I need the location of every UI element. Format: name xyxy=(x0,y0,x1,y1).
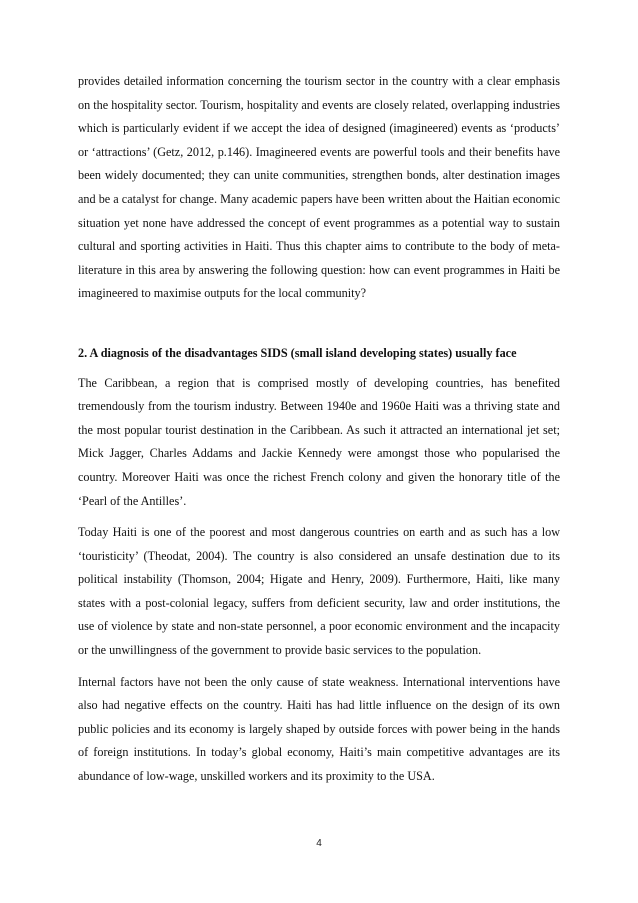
section-paragraph-internal-factors: Internal factors have not been the only cause of state weakness. International interventions have also had negative effects on the country. Haiti has had little influence on the design of its own public policies and its economy is largely shaped by outside forces with power being in the hands of foreign institutions. In today’s global economy, Haiti’s main competitive advantages are its abundance of low-wage, unskilled workers and its proximity to the USA. xyxy=(78,674,560,784)
intro-paragraph: provides detailed information concerning the tourism sector in the country with a clear emphasis on the hospitality sector. Tourism, hospitality and events are closely related, overlapping industries which is particularly evident if we accept the idea of designed (imagineered) events as ‘products’ or ‘attractions’ (Getz, 2012, p.146). Imagineered events are powerful tools and their benefits have been widely documented; they can unite communities, strengthen bonds, alter destination images and be a catalyst for change. Many academic papers have been written about the Haitian economic situation yet none have addressed the concept of event programmes as a potential way to sustain cultural and sporting activities in Haiti. Thus this chapter aims to contribute to the body of meta-literature in this area by answering the following question: how can event programmes in Haiti be imagineered to maximise outputs for the local community? xyxy=(78,74,560,301)
document-page xyxy=(78,60,560,789)
section-paragraph-today-haiti: Today Haiti is one of the poorest and most dangerous countries on earth and as such has a low ‘touristicity’ (Theodat, 2004). The country is also considered an unsafe destination due to its political instability (Thomson, 2004; Higate and Henry, 2009). Furthermore, Haiti, like many states with a post-colonial legacy, suffers from deficient security, law and order institutions, the use of violence by state and non-state personnel, a poor economic environment and the incapacity or the unwillingness of the government to provide basic services to the population. xyxy=(78,525,560,658)
page-number: 4 xyxy=(316,838,322,849)
section-heading: 2. A diagnosis of the disadvantages SIDS (small island developing states) usually face xyxy=(78,345,517,360)
section-paragraph-caribbean: The Caribbean, a region that is comprised mostly of developing countries, has benefited tremendously from the tourism industry. Between 1940e and 1960e Haiti was a thriving state and the most popular tourist destination in the Caribbean. As such it attracted an international jet set; Mick Jagger, Charles Addams and Jackie Kennedy were amongst those who popularised the country. Moreover Haiti was once the richest French colony and given the honorary title of the ‘Pearl of the Antilles’. xyxy=(78,375,560,508)
